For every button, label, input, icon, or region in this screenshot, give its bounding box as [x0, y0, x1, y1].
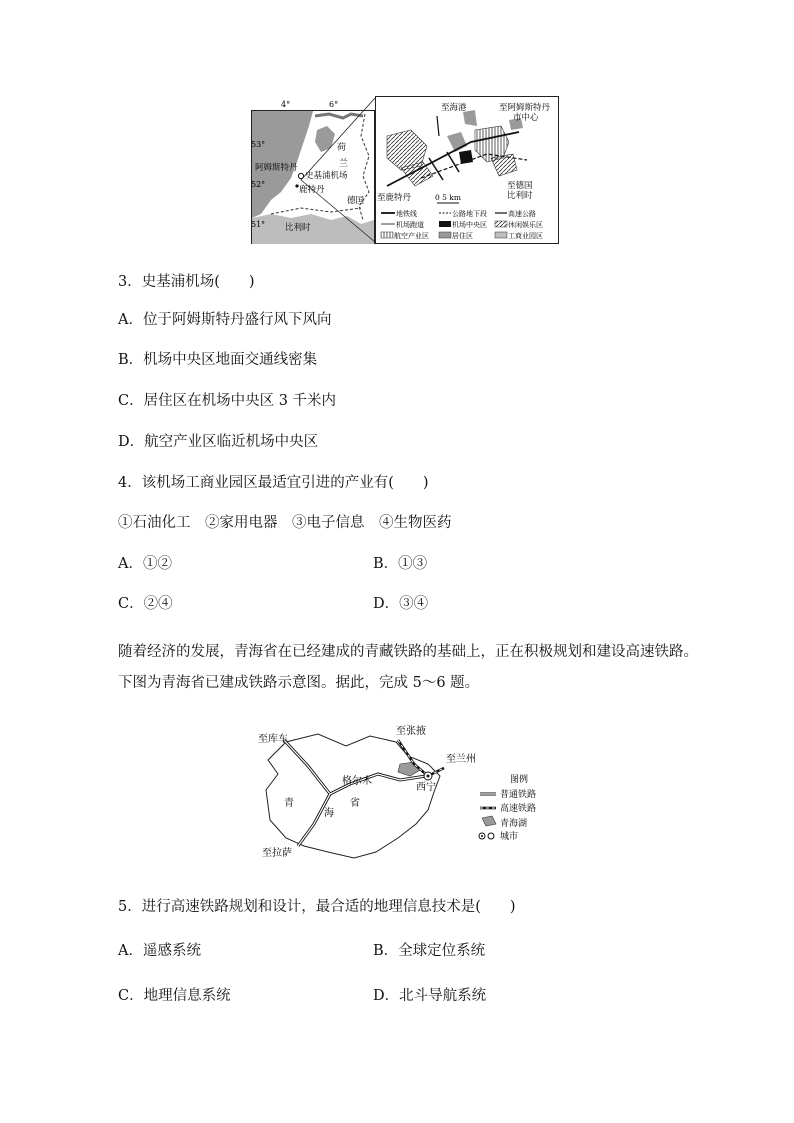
city-label: 鹿特丹 [299, 185, 325, 195]
inset-label: 至阿姆斯特丹 [499, 103, 551, 113]
q4-option-b[interactable]: B．①③ [373, 556, 428, 572]
map-label: 至拉萨 [262, 848, 292, 859]
inset-label: 至海港 [441, 103, 467, 113]
city-label: 阿姆斯特丹 [255, 163, 298, 173]
q4-option-d[interactable]: D．③④ [373, 596, 429, 612]
q3-option-a[interactable]: A．位于阿姆斯特丹盛行风下风向 [118, 312, 332, 328]
q4-option-a[interactable]: A．①② [118, 556, 172, 572]
scale-label: 0 5 km [435, 193, 461, 202]
q3-stem: 3．史基浦机场( ) [118, 274, 255, 290]
map-label: 至兰州 [446, 754, 476, 765]
q4-items: ①石油化工 ②家用电器 ③电子信息 ④生物医药 [118, 515, 452, 531]
q5-stem: 5．进行高速铁路规划和设计，最合适的地理信息技术是( ) [118, 899, 516, 915]
country-label: 比利时 [285, 223, 311, 233]
province-label: 青 [284, 798, 294, 809]
lat-label: 52° [251, 180, 266, 189]
legend-item: 青海湖 [500, 819, 528, 829]
inset-legend [381, 209, 543, 240]
inset-label: 至德国 [507, 181, 533, 191]
legend-item: 城市 [500, 832, 519, 842]
city-label: 格尔木 [342, 776, 372, 787]
passage-line-2: 下图为青海省已建成铁路示意图。据此，完成 5～6 题。 [118, 675, 480, 691]
map-label: 至库车 [258, 734, 288, 745]
q5-option-d[interactable]: D．北斗导航系统 [373, 988, 487, 1004]
passage-line-1: 随着经济的发展，青海省在已经建成的青藏铁路的基础上，正在积极规划和建设高速铁路。 [118, 644, 698, 660]
q3-option-c[interactable]: C．居住区在机场中央区 3 千米内 [118, 393, 337, 409]
lat-label: 51° [251, 220, 266, 229]
province-outline [266, 734, 440, 858]
inset-label: 至鹿特丹 [377, 193, 412, 203]
legend-item: 机场中央区 [452, 221, 487, 229]
legend-item: 航空产业区 [394, 232, 429, 240]
legend-item: 公路地下段 [452, 210, 487, 218]
legend-item: 机场跑道 [396, 221, 424, 229]
q3-option-b[interactable]: B．机场中央区地面交通线密集 [118, 352, 318, 368]
q5-option-c[interactable]: C．地理信息系统 [118, 988, 231, 1004]
country-label: 兰 [339, 159, 349, 169]
legend-item: 工商业园区 [508, 232, 543, 240]
legend-item: 高速公路 [508, 210, 536, 218]
q5-option-b[interactable]: B．全球定位系统 [373, 943, 486, 959]
legend-item: 休闲娱乐区 [508, 221, 543, 229]
province-label: 省 [350, 798, 360, 809]
legend-item: 地铁线 [396, 210, 417, 218]
map-label: 至张掖 [396, 726, 426, 737]
q4-stem: 4．该机场工商业园区最适宜引进的产业有( ) [118, 475, 429, 491]
country-label: 荷 [337, 143, 347, 153]
map-legend [479, 773, 536, 842]
country-label: 德国 [347, 196, 365, 206]
legend-title: 图例 [510, 775, 529, 785]
q4-option-c[interactable]: C．②④ [118, 596, 173, 612]
airport-marker [298, 173, 303, 178]
q3-option-d[interactable]: D．航空产业区临近机场中央区 [118, 434, 319, 450]
lon-label: 6° [329, 100, 339, 109]
inset-label: 比利时 [507, 191, 533, 201]
lat-label: 53° [251, 140, 266, 149]
qinghai-railway-map [258, 720, 558, 862]
lon-label: 4° [281, 100, 291, 109]
airport-label: 史基浦机场 [305, 171, 348, 181]
legend-item: 高速铁路 [500, 804, 537, 814]
province-label: 海 [324, 808, 334, 819]
inset-label: 市中心 [513, 113, 539, 123]
legend-item: 居住区 [452, 232, 473, 240]
legend-item: 普通铁路 [500, 790, 537, 800]
schiphol-map-figure [251, 96, 559, 244]
city-label: 西宁 [416, 782, 436, 793]
q5-option-a[interactable]: A．遥感系统 [118, 943, 201, 959]
